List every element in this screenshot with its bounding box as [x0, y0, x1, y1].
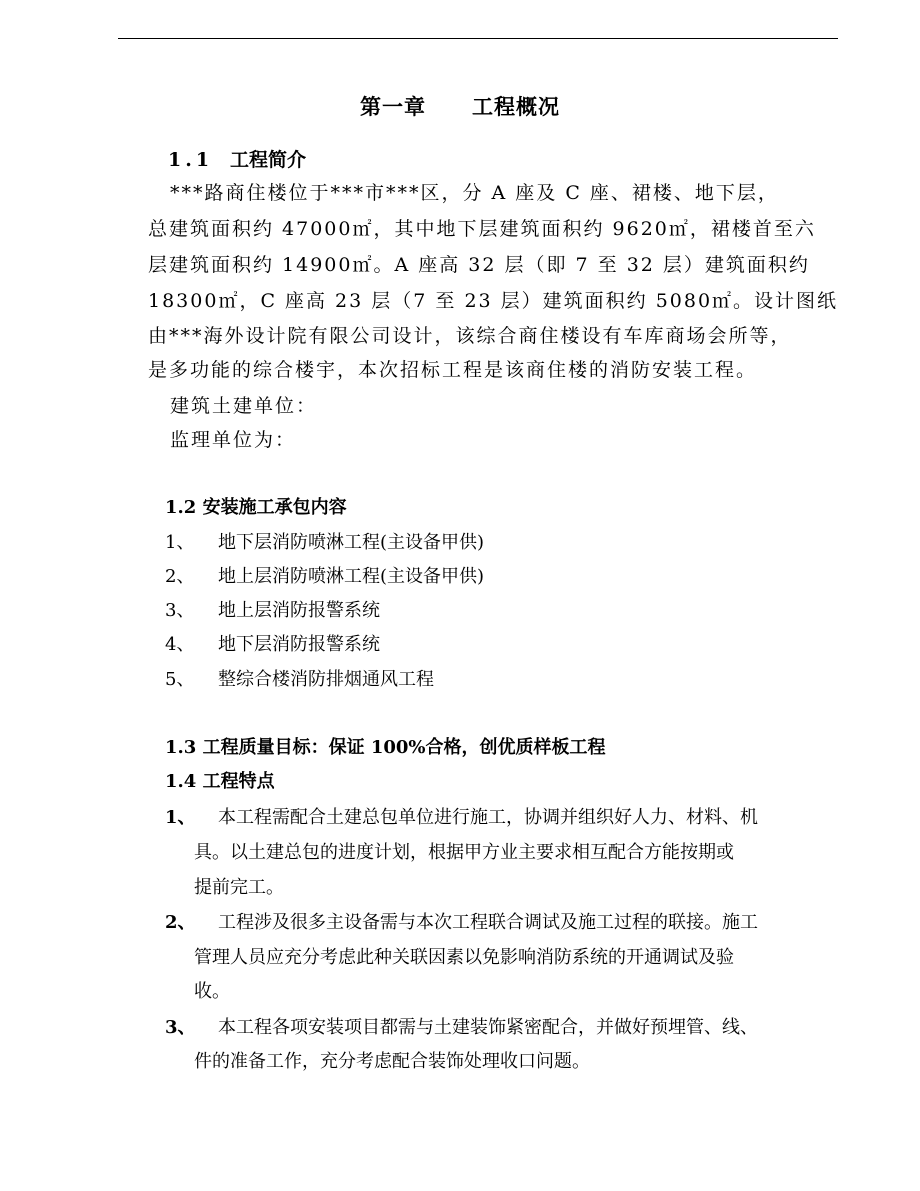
- feature-item: [165, 806, 758, 830]
- chapter-title: [0, 95, 920, 119]
- feature-number: 3、: [165, 1017, 196, 1038]
- list-item-text: 地上层消防报警系统: [218, 600, 380, 621]
- list-item-number: 4、: [165, 634, 195, 655]
- list-item-text: 地下层消防报警系统: [218, 634, 380, 655]
- section-1-4-heading: 1.4 工程特点: [165, 771, 275, 792]
- intro-line: 层建筑面积约 14900㎡。A 座高 32 层（即 7 至 32 层）建筑面积约: [148, 254, 810, 276]
- feature-line: 具。以土建总包的进度计划，根据甲方业主要求相互配合方能按期或: [194, 842, 734, 863]
- builder-label: 建筑土建单位：: [170, 395, 318, 417]
- feature-line: 本工程需配合土建总包单位进行施工，协调并组织好人力、材料、机: [218, 807, 758, 828]
- section-1-2-heading: 1.2 安装施工承包内容: [165, 497, 347, 518]
- chapter-label: 第一章: [360, 94, 426, 119]
- list-item: [165, 633, 380, 657]
- intro-line: ***路商住楼位于***市***区，分 A 座及 C 座、裙楼、地下层，: [170, 182, 779, 204]
- header-rule: [118, 38, 838, 39]
- section-number: 1.1: [168, 149, 214, 171]
- list-item-number: 1、: [165, 532, 195, 553]
- feature-line: 件的准备工作，充分考虑配合装饰处理收口问题。: [194, 1051, 590, 1072]
- feature-line: 收。: [194, 981, 230, 1002]
- list-item-text: 地下层消防喷淋工程(主设备甲供): [218, 532, 485, 553]
- feature-item: [165, 1016, 758, 1040]
- section-1-1-heading: [168, 148, 306, 172]
- feature-line: 工程涉及很多主设备需与本次工程联合调试及施工过程的联接。施工: [218, 912, 758, 933]
- feature-line: 本工程各项安装项目都需与土建装饰紧密配合，并做好预埋管、线、: [218, 1017, 758, 1038]
- list-item: [165, 531, 484, 555]
- intro-line: 是多功能的综合楼宇，本次招标工程是该商住楼的消防安装工程。: [148, 359, 758, 381]
- list-item-text: 整综合楼消防排烟通风工程: [218, 669, 434, 690]
- intro-line: 总建筑面积约 47000㎡，其中地下层建筑面积约 9620㎡，裙楼首至六: [148, 218, 816, 240]
- feature-number: 1、: [165, 807, 196, 828]
- feature-item: [165, 911, 758, 935]
- list-item-text: 地上层消防喷淋工程(主设备甲供): [218, 566, 485, 587]
- list-item: [165, 565, 484, 589]
- supervisor-label: 监理单位为：: [170, 429, 297, 451]
- list-item: [165, 668, 434, 692]
- section-title: 工程简介: [230, 149, 307, 171]
- list-item-number: 2、: [165, 566, 195, 587]
- feature-line: 管理人员应充分考虑此种关联因素以免影响消防系统的开通调试及验: [194, 947, 734, 968]
- feature-line: 提前完工。: [194, 877, 284, 898]
- chapter-name: 工程概况: [472, 94, 560, 119]
- intro-line: 由***海外设计院有限公司设计，该综合商住楼设有车库商场会所等，: [148, 325, 792, 347]
- feature-number: 2、: [165, 912, 196, 933]
- section-1-3-heading: 1.3 工程质量目标：保证 100%合格，创优质样板工程: [165, 737, 606, 758]
- intro-line: 18300㎡，C 座高 23 层（7 至 23 层）建筑面积约 5080㎡。设计图纸: [148, 290, 839, 312]
- list-item-number: 5、: [165, 669, 195, 690]
- list-item: [165, 599, 380, 623]
- list-item-number: 3、: [165, 600, 195, 621]
